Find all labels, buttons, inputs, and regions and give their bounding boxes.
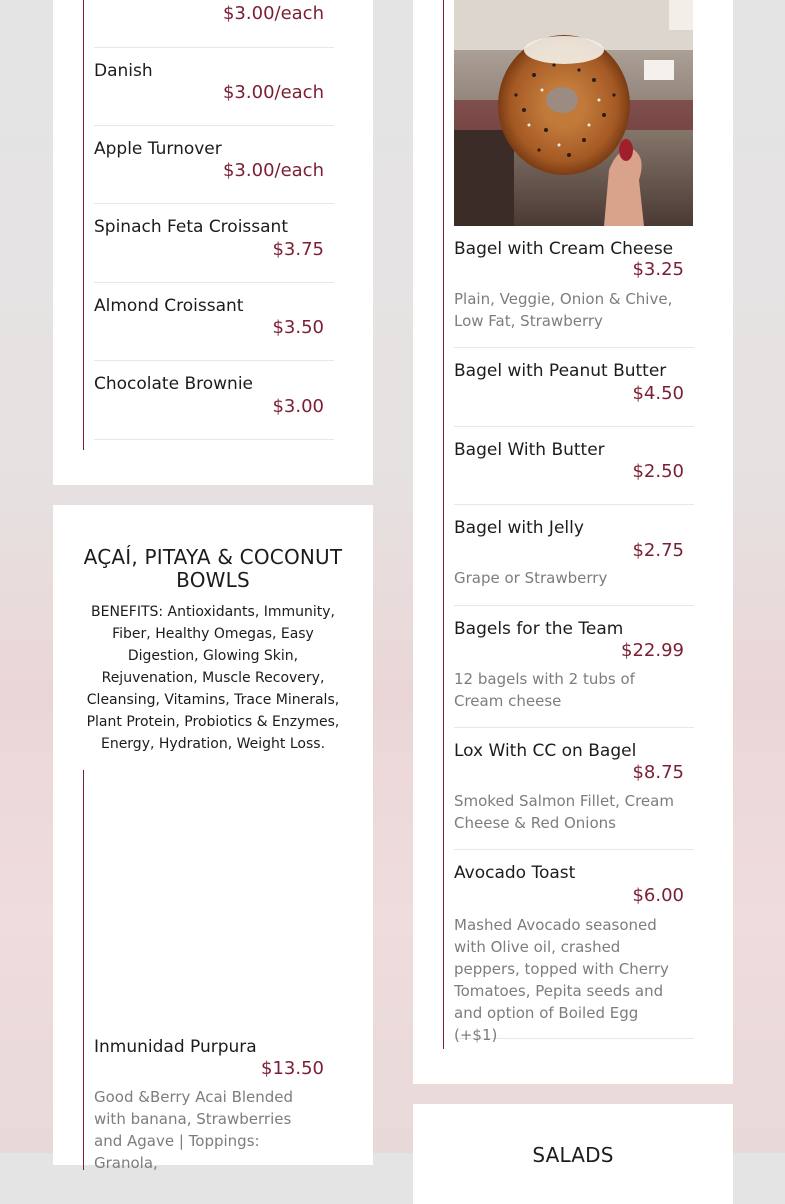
menu-item[interactable] — [454, 348, 694, 427]
item-price: $3.00 — [272, 396, 324, 417]
bowls-accent-rule — [83, 770, 84, 1170]
item-price: $3.00/each — [222, 3, 324, 24]
item-name: Lox With CC on Bagel — [454, 741, 637, 761]
item-name: Danish — [94, 61, 153, 81]
bagels-accent-rule — [443, 0, 444, 1049]
item-name: Bagels for the Team — [454, 619, 624, 639]
menu-item[interactable] — [94, 361, 334, 440]
item-price: $3.00/each — [222, 82, 324, 103]
pastries-accent-rule — [83, 0, 84, 450]
section-title: SALADS — [532, 1143, 614, 1167]
menu-item[interactable] — [454, 606, 694, 728]
item-name: Spinach Feta Croissant — [94, 217, 288, 237]
item-name: Bagel with Cream Cheese — [454, 239, 674, 259]
item-price: $22.99 — [621, 640, 684, 661]
menu-item[interactable] — [454, 505, 694, 606]
item-price: $4.50 — [632, 383, 684, 404]
menu-item[interactable] — [454, 850, 694, 1044]
item-name: Inmunidad Purpura — [94, 1037, 257, 1057]
item-name: Almond Croissant — [94, 296, 244, 316]
item-price: $3.25 — [632, 259, 684, 280]
item-description: Grape or Strawberry — [454, 569, 608, 587]
menu-item[interactable] — [94, 126, 334, 204]
item-price: $13.50 — [261, 1058, 324, 1079]
menu-item[interactable] — [454, 427, 694, 505]
item-price: $2.75 — [632, 540, 684, 561]
item-description: 12 bagels with 2 tubs of Cream cheese — [454, 670, 635, 710]
bagel-photo — [454, 0, 693, 226]
item-price: $3.50 — [272, 317, 324, 338]
menu-item[interactable] — [94, 204, 334, 283]
section-title: AÇAÍ, PITAYA & COCONUT BOWLS — [83, 545, 343, 592]
menu-item[interactable] — [94, 0, 334, 48]
item-description: Good &Berry Acai Blended with banana, Strawberries and Agave | Toppings: Granola, — [94, 1088, 294, 1172]
menu-item[interactable] — [94, 1035, 334, 1175]
item-name: Bagel With Butter — [454, 440, 605, 460]
menu-item[interactable] — [454, 728, 694, 850]
menu-item[interactable] — [94, 283, 334, 361]
item-name: Bagel with Peanut Butter — [454, 361, 667, 381]
menu-item[interactable] — [94, 48, 334, 126]
salads-card — [413, 1104, 733, 1204]
item-name: Chocolate Brownie — [94, 374, 254, 394]
item-description: Smoked Salmon Fillet, Cream Cheese & Red Onions — [454, 792, 674, 832]
item-price: $2.50 — [632, 461, 684, 482]
pastries-card — [53, 0, 373, 485]
item-name: Avocado Toast — [454, 863, 576, 883]
item-price: $6.00 — [632, 885, 684, 906]
menu-item[interactable] — [454, 226, 694, 348]
item-price: $8.75 — [632, 762, 684, 783]
item-description: Mashed Avocado seasoned with Olive oil, crashed peppers, topped with Cherry Tomatoes, Pepita seeds and and option of Boiled Egg (+$1) — [454, 916, 669, 1044]
item-price: $3.75 — [272, 239, 324, 260]
item-price: $3.00/each — [222, 160, 324, 181]
item-name: Apple Turnover — [94, 139, 222, 159]
section-subtitle: BENEFITS: Antioxidants, Immunity, Fiber, Healthy Omegas, Easy Digestion, Glowing Skin, Rejuvenation, Muscle Recovery, Cleansing, Vitamins, Trace Minerals, Plant Protein, Probiotics & Enzymes, Energy, Hydration, Weight Loss. — [86, 604, 340, 752]
bagels-card — [413, 0, 733, 1084]
bowls-card — [53, 505, 373, 1172]
item-description: Plain, Veggie, Onion & Chive, Low Fat, Strawberry — [454, 290, 673, 330]
item-name: Bagel with Jelly — [454, 518, 584, 538]
